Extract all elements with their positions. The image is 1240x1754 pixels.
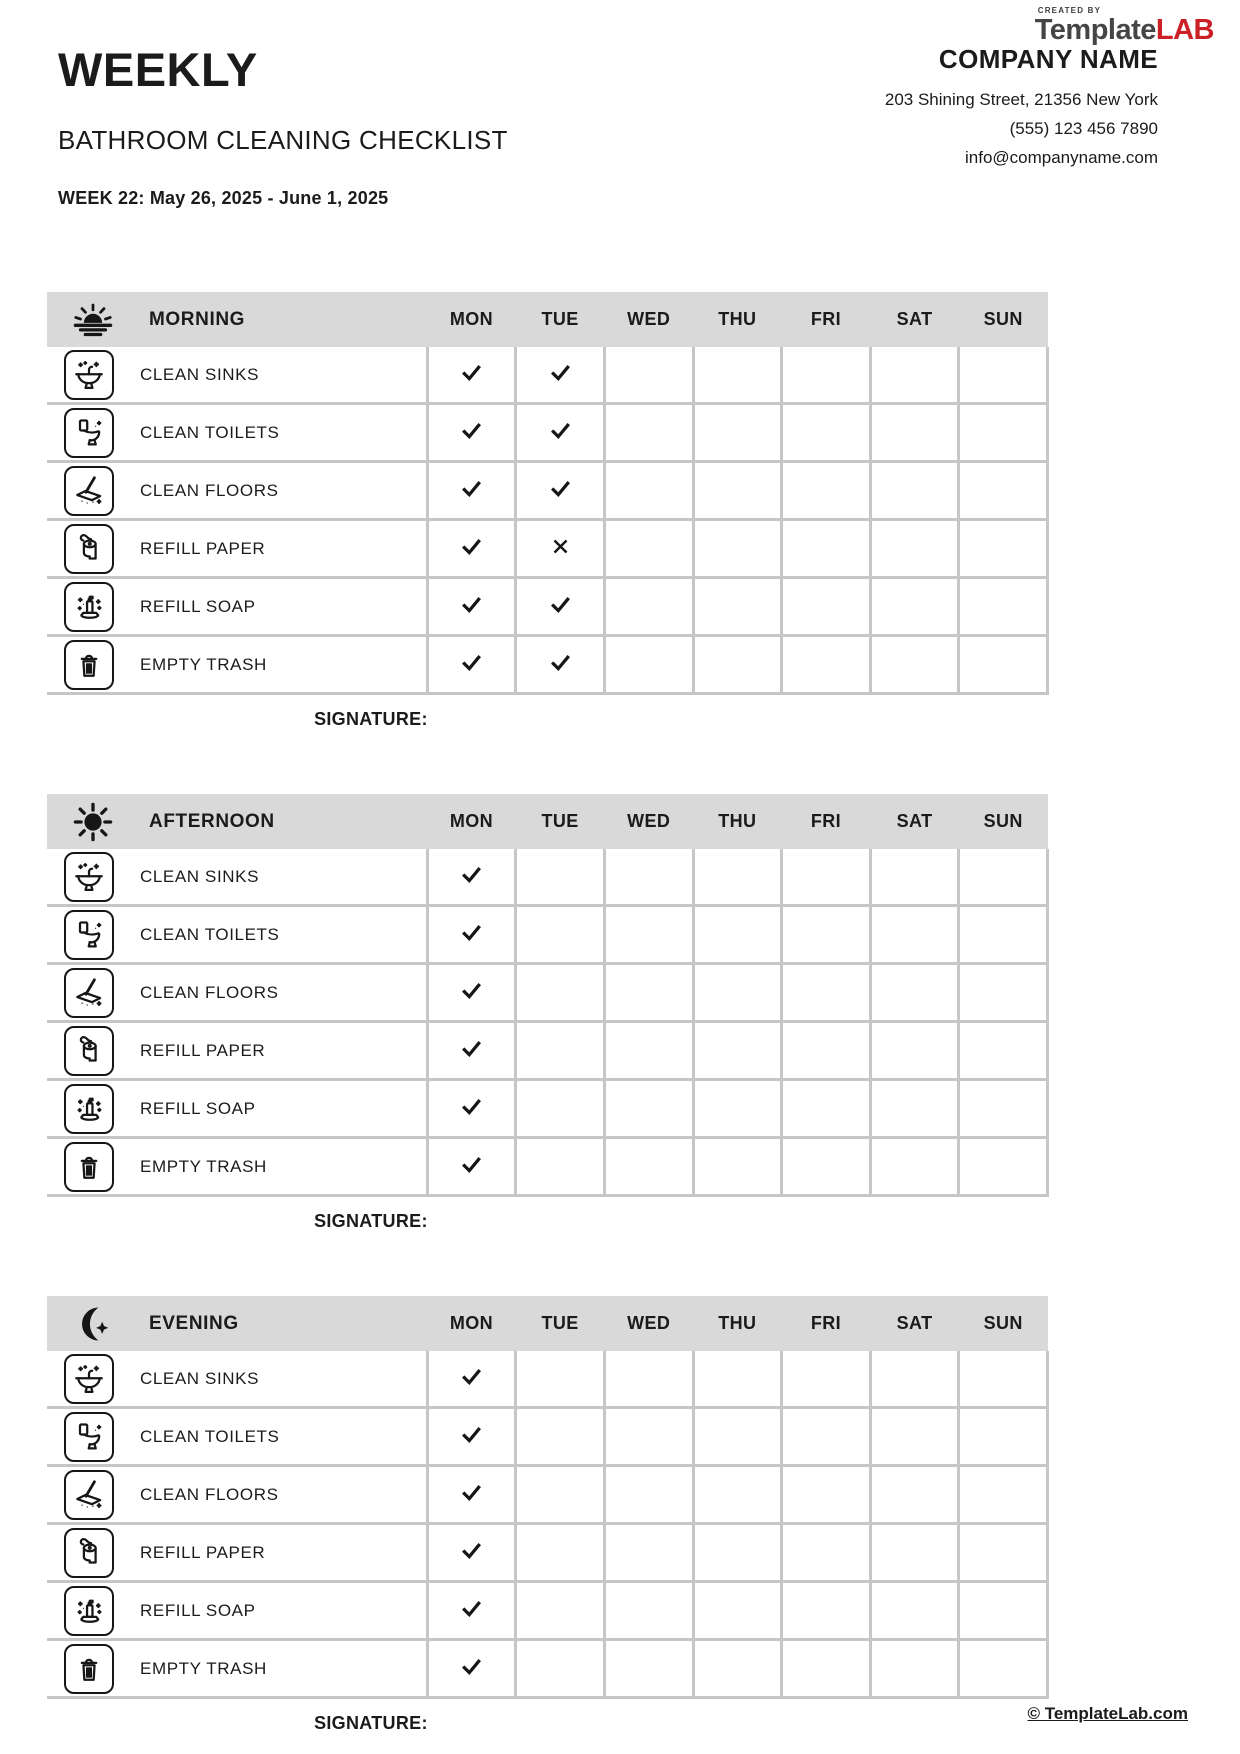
brand-name-dark: Template <box>1034 14 1156 46</box>
check-icon <box>549 361 572 384</box>
mark-cell <box>516 964 605 1022</box>
mark-cell <box>427 462 516 520</box>
mark-cell <box>427 1022 516 1080</box>
mark-cell <box>516 1080 605 1138</box>
mark-cell <box>782 1524 871 1582</box>
check-icon <box>460 651 483 674</box>
mark-cell <box>604 636 693 694</box>
task-row <box>47 964 1048 1022</box>
mark-cell <box>427 1640 516 1698</box>
task-label: CLEAN FLOORS <box>140 480 279 500</box>
company-phone: (555) 123 456 7890 <box>1009 119 1158 138</box>
day-header-fri: FRI <box>782 1296 871 1351</box>
mark-cell <box>604 1351 693 1408</box>
day-header-tue: TUE <box>516 292 605 347</box>
day-header-thu: THU <box>693 1296 782 1351</box>
brand-name-red: LAB <box>1155 14 1214 46</box>
task-row <box>47 1408 1048 1466</box>
task-label: CLEAN FLOORS <box>140 1484 279 1504</box>
mop-icon <box>64 1470 114 1520</box>
section-header-cell <box>47 1296 427 1351</box>
created-by-label: CREATED BY <box>1037 6 1102 15</box>
mark-cell <box>782 636 871 694</box>
check-icon <box>460 921 483 944</box>
mark-cell <box>870 1524 959 1582</box>
mark-cell <box>693 1080 782 1138</box>
mark-cell <box>870 578 959 636</box>
mark-cell <box>516 1022 605 1080</box>
mark-cell <box>959 906 1048 964</box>
task-cell <box>47 1640 427 1698</box>
task-row <box>47 1466 1048 1524</box>
mark-cell <box>604 404 693 462</box>
mark-cell <box>604 1466 693 1524</box>
sun-icon <box>67 800 119 844</box>
mark-cell <box>604 906 693 964</box>
toilet-paper-icon <box>64 1528 114 1578</box>
trash-icon <box>64 640 114 690</box>
mark-cell <box>516 636 605 694</box>
task-cell <box>47 578 427 636</box>
task-label: REFILL SOAP <box>140 1600 256 1620</box>
mark-cell <box>516 1640 605 1698</box>
company-address: 203 Shining Street, 21356 New York <box>884 90 1158 109</box>
check-icon <box>460 1153 483 1176</box>
mark-cell <box>870 1640 959 1698</box>
mark-cell <box>604 1138 693 1196</box>
mark-cell <box>604 1582 693 1640</box>
task-row <box>47 1640 1048 1698</box>
mark-cell <box>959 1640 1048 1698</box>
week-range: WEEK 22: May 26, 2025 - June 1, 2025 <box>58 188 389 208</box>
mark-cell <box>693 347 782 404</box>
mark-cell <box>693 1408 782 1466</box>
mark-cell <box>427 520 516 578</box>
task-row <box>47 1351 1048 1408</box>
sunrise-icon <box>67 298 119 342</box>
day-header-sun: SUN <box>959 292 1048 347</box>
company-name: COMPANY NAME <box>938 44 1158 74</box>
mark-cell <box>959 964 1048 1022</box>
mark-cell <box>604 520 693 578</box>
mark-cell <box>516 1351 605 1408</box>
mark-cell <box>782 1138 871 1196</box>
mark-cell <box>516 462 605 520</box>
company-email: info@companyname.com <box>964 148 1158 167</box>
check-icon <box>460 1539 483 1562</box>
day-header-sat: SAT <box>870 292 959 347</box>
section-title: EVENING <box>149 1312 239 1334</box>
mark-cell <box>427 964 516 1022</box>
day-header-mon: MON <box>427 292 516 347</box>
task-row <box>47 347 1048 404</box>
day-header-sat: SAT <box>870 1296 959 1351</box>
task-label: REFILL PAPER <box>140 1040 266 1060</box>
signature-label: SIGNATURE: <box>314 1211 428 1231</box>
section-header-cell <box>47 794 427 849</box>
mark-cell <box>870 1022 959 1080</box>
mark-cell <box>959 849 1048 906</box>
task-label: CLEAN FLOORS <box>140 982 279 1002</box>
task-row <box>47 462 1048 520</box>
task-label: EMPTY TRASH <box>140 1658 267 1678</box>
check-icon <box>460 593 483 616</box>
mark-cell <box>959 1138 1048 1196</box>
task-cell <box>47 404 427 462</box>
mark-cell <box>782 906 871 964</box>
mop-icon <box>64 968 114 1018</box>
mark-cell <box>870 1582 959 1640</box>
mark-cell <box>693 636 782 694</box>
task-row <box>47 1080 1048 1138</box>
mark-cell <box>427 404 516 462</box>
task-label: REFILL PAPER <box>140 538 266 558</box>
day-header-mon: MON <box>427 794 516 849</box>
mark-cell <box>427 1351 516 1408</box>
task-row <box>47 1138 1048 1196</box>
toilet-paper-icon <box>64 524 114 574</box>
mark-cell <box>959 1524 1048 1582</box>
mark-cell <box>516 1582 605 1640</box>
toilet-paper-icon <box>64 1026 114 1076</box>
sink-icon <box>64 1354 114 1404</box>
task-row <box>47 1524 1048 1582</box>
mark-cell <box>516 1466 605 1524</box>
section-header-row <box>47 1296 1048 1351</box>
mark-cell <box>604 964 693 1022</box>
mark-cell <box>959 1466 1048 1524</box>
mark-cell <box>959 462 1048 520</box>
section-header-row <box>47 794 1048 849</box>
day-header-sun: SUN <box>959 794 1048 849</box>
check-icon <box>549 651 572 674</box>
day-header-thu: THU <box>693 292 782 347</box>
checklist-sections <box>47 292 1049 1734</box>
task-label: REFILL SOAP <box>140 596 256 616</box>
sink-icon <box>64 350 114 400</box>
mark-cell <box>959 1408 1048 1466</box>
mark-cell <box>427 906 516 964</box>
task-cell <box>47 849 427 906</box>
mark-cell <box>604 1640 693 1698</box>
mark-cell <box>427 849 516 906</box>
mark-cell <box>693 578 782 636</box>
check-icon <box>549 419 572 442</box>
company-block <box>885 44 1158 172</box>
mark-cell <box>427 1080 516 1138</box>
mark-cell <box>693 964 782 1022</box>
task-row <box>47 404 1048 462</box>
mark-cell <box>693 1138 782 1196</box>
checklist-section-afternoon <box>47 794 1049 1232</box>
mark-cell <box>516 1408 605 1466</box>
mark-cell <box>870 906 959 964</box>
mark-cell <box>870 1138 959 1196</box>
day-header-fri: FRI <box>782 292 871 347</box>
check-icon <box>460 535 483 558</box>
day-header-mon: MON <box>427 1296 516 1351</box>
mark-cell <box>782 1640 871 1698</box>
task-label: REFILL SOAP <box>140 1098 256 1118</box>
task-cell <box>47 1524 427 1582</box>
mark-cell <box>959 578 1048 636</box>
section-header-row <box>47 292 1048 347</box>
mark-cell <box>693 906 782 964</box>
check-icon <box>460 1037 483 1060</box>
checklist-table <box>47 1296 1049 1699</box>
mop-icon <box>64 466 114 516</box>
mark-cell <box>516 347 605 404</box>
day-header-sun: SUN <box>959 1296 1048 1351</box>
day-header-tue: TUE <box>516 794 605 849</box>
task-cell <box>47 347 427 404</box>
task-label: EMPTY TRASH <box>140 1156 267 1176</box>
page-subtitle: BATHROOM CLEANING CHECKLIST <box>58 125 508 155</box>
task-row <box>47 906 1048 964</box>
task-cell <box>47 964 427 1022</box>
mark-cell <box>959 347 1048 404</box>
mark-cell <box>516 520 605 578</box>
task-row <box>47 1022 1048 1080</box>
task-cell <box>47 1466 427 1524</box>
brand-logo <box>1035 6 1214 45</box>
check-icon <box>549 477 572 500</box>
toilet-icon <box>64 408 114 458</box>
task-cell <box>47 1351 427 1408</box>
mark-cell <box>427 347 516 404</box>
check-icon <box>460 979 483 1002</box>
check-icon <box>460 863 483 886</box>
mark-cell <box>782 1022 871 1080</box>
mark-cell <box>693 462 782 520</box>
x-icon <box>551 537 570 556</box>
task-cell <box>47 462 427 520</box>
mark-cell <box>959 520 1048 578</box>
footer-copyright: © TemplateLab.com <box>1027 1704 1188 1723</box>
check-icon <box>460 1655 483 1678</box>
task-cell <box>47 1022 427 1080</box>
mark-cell <box>870 1080 959 1138</box>
task-cell <box>47 906 427 964</box>
mark-cell <box>782 578 871 636</box>
mark-cell <box>427 578 516 636</box>
moon-icon <box>67 1302 119 1346</box>
day-header-wed: WED <box>604 1296 693 1351</box>
task-label: CLEAN TOILETS <box>140 924 280 944</box>
task-cell <box>47 1138 427 1196</box>
task-label: CLEAN SINKS <box>140 364 260 384</box>
checklist-table <box>47 292 1049 695</box>
check-icon <box>549 593 572 616</box>
mark-cell <box>959 1022 1048 1080</box>
day-header-sat: SAT <box>870 794 959 849</box>
mark-cell <box>427 1582 516 1640</box>
trash-icon <box>64 1142 114 1192</box>
mark-cell <box>516 849 605 906</box>
mark-cell <box>782 1080 871 1138</box>
checklist-section-evening <box>47 1296 1049 1734</box>
checklist-section-morning <box>47 292 1049 730</box>
title-block <box>58 42 508 156</box>
mark-cell <box>870 964 959 1022</box>
section-title: MORNING <box>149 308 246 330</box>
mark-cell <box>870 1466 959 1524</box>
day-header-wed: WED <box>604 292 693 347</box>
mark-cell <box>782 1466 871 1524</box>
mark-cell <box>516 906 605 964</box>
task-label: CLEAN SINKS <box>140 866 260 886</box>
task-row <box>47 520 1048 578</box>
mark-cell <box>604 1022 693 1080</box>
task-row <box>47 849 1048 906</box>
day-header-thu: THU <box>693 794 782 849</box>
check-icon <box>460 1365 483 1388</box>
mark-cell <box>782 1351 871 1408</box>
task-label: CLEAN TOILETS <box>140 422 280 442</box>
soap-dispenser-icon <box>64 582 114 632</box>
mark-cell <box>604 1080 693 1138</box>
mark-cell <box>427 1466 516 1524</box>
mark-cell <box>782 347 871 404</box>
mark-cell <box>782 1582 871 1640</box>
mark-cell <box>782 849 871 906</box>
mark-cell <box>959 1080 1048 1138</box>
sink-icon <box>64 852 114 902</box>
signature-label: SIGNATURE: <box>314 1713 428 1733</box>
mark-cell <box>604 578 693 636</box>
task-cell <box>47 1582 427 1640</box>
section-title: AFTERNOON <box>149 810 275 832</box>
mark-cell <box>604 347 693 404</box>
mark-cell <box>870 849 959 906</box>
day-header-wed: WED <box>604 794 693 849</box>
mark-cell <box>870 347 959 404</box>
check-icon <box>460 419 483 442</box>
day-header-tue: TUE <box>516 1296 605 1351</box>
mark-cell <box>870 1408 959 1466</box>
mark-cell <box>959 636 1048 694</box>
mark-cell <box>604 462 693 520</box>
mark-cell <box>427 636 516 694</box>
mark-cell <box>427 1138 516 1196</box>
task-cell <box>47 1408 427 1466</box>
check-icon <box>460 477 483 500</box>
task-label: REFILL PAPER <box>140 1542 266 1562</box>
toilet-icon <box>64 1412 114 1462</box>
mark-cell <box>604 1524 693 1582</box>
signature-label: SIGNATURE: <box>314 709 428 729</box>
task-row <box>47 578 1048 636</box>
soap-dispenser-icon <box>64 1084 114 1134</box>
mark-cell <box>693 1466 782 1524</box>
mark-cell <box>516 1138 605 1196</box>
mark-cell <box>782 462 871 520</box>
task-cell <box>47 520 427 578</box>
check-icon <box>460 1095 483 1118</box>
task-cell <box>47 1080 427 1138</box>
check-icon <box>460 361 483 384</box>
day-header-fri: FRI <box>782 794 871 849</box>
mark-cell <box>604 1408 693 1466</box>
section-header-cell <box>47 292 427 347</box>
task-label: CLEAN SINKS <box>140 1368 260 1388</box>
task-label: EMPTY TRASH <box>140 654 267 674</box>
mark-cell <box>959 1351 1048 1408</box>
mark-cell <box>782 964 871 1022</box>
mark-cell <box>693 520 782 578</box>
soap-dispenser-icon <box>64 1586 114 1636</box>
toilet-icon <box>64 910 114 960</box>
mark-cell <box>782 1408 871 1466</box>
mark-cell <box>782 404 871 462</box>
mark-cell <box>870 462 959 520</box>
mark-cell <box>516 578 605 636</box>
trash-icon <box>64 1644 114 1694</box>
check-icon <box>460 1481 483 1504</box>
mark-cell <box>870 636 959 694</box>
mark-cell <box>870 1351 959 1408</box>
page-title: WEEKLY <box>58 43 258 96</box>
check-icon <box>460 1423 483 1446</box>
mark-cell <box>427 1408 516 1466</box>
check-icon <box>460 1597 483 1620</box>
task-cell <box>47 636 427 694</box>
task-label: CLEAN TOILETS <box>140 1426 280 1446</box>
mark-cell <box>516 1524 605 1582</box>
mark-cell <box>870 404 959 462</box>
task-row <box>47 1582 1048 1640</box>
mark-cell <box>693 404 782 462</box>
checklist-table <box>47 794 1049 1197</box>
brand-name <box>1035 15 1214 45</box>
mark-cell <box>604 849 693 906</box>
mark-cell <box>782 520 871 578</box>
task-row <box>47 636 1048 694</box>
mark-cell <box>693 1640 782 1698</box>
mark-cell <box>516 404 605 462</box>
mark-cell <box>693 1351 782 1408</box>
mark-cell <box>959 1582 1048 1640</box>
mark-cell <box>959 404 1048 462</box>
mark-cell <box>427 1524 516 1582</box>
mark-cell <box>693 849 782 906</box>
mark-cell <box>693 1022 782 1080</box>
mark-cell <box>693 1582 782 1640</box>
mark-cell <box>870 520 959 578</box>
mark-cell <box>693 1524 782 1582</box>
